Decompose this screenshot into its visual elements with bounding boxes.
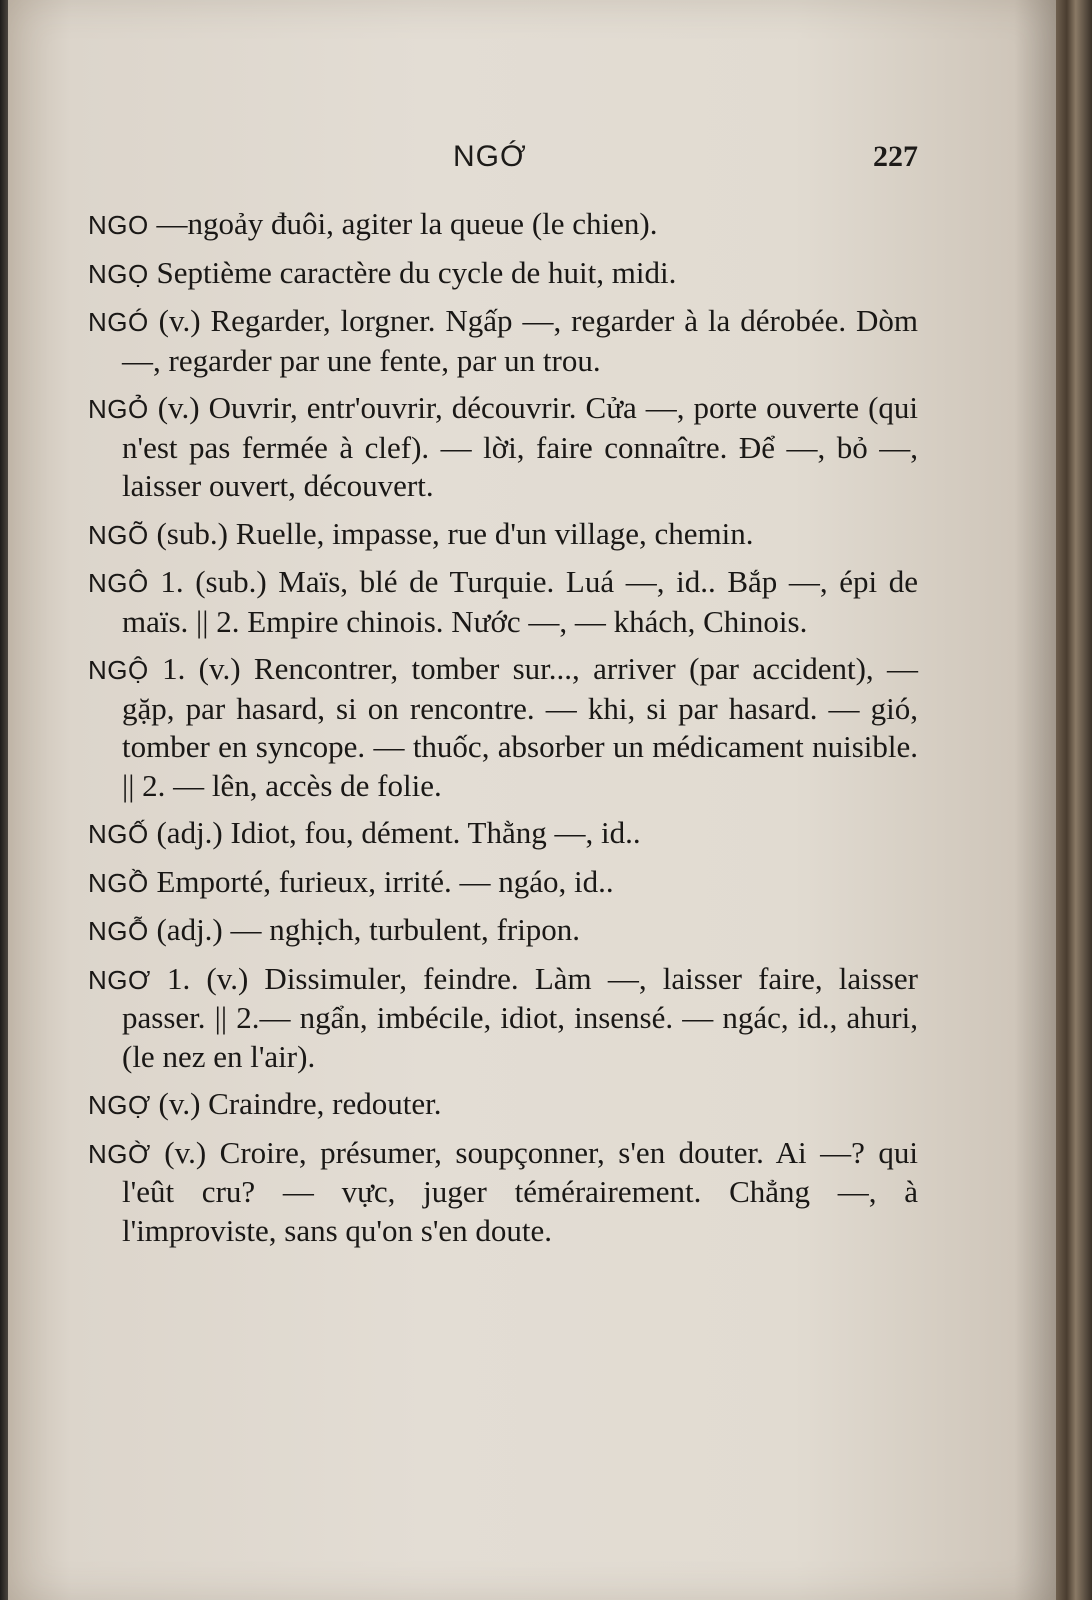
- headword: NGỐ: [88, 819, 149, 849]
- headword: NGỒ: [88, 867, 149, 898]
- dictionary-entry: [88, 650, 918, 805]
- dictionary-entries: [88, 205, 918, 1259]
- headword: NGÓ: [88, 307, 149, 337]
- entry-definition: 1. (v.) Rencontrer, tomber sur..., arriver (par accident), — gặp, par hasard, si on rencontre. — khi, si par hasard. — gió, tomber en syncope. — thuốc, absorber un médicament nuisible. || 2. — lên, accès de folie.: [122, 651, 918, 803]
- entry-definition: (v.) Croire, présumer, soupçonner, s'en douter. Ai —? qui l'eût cru? — vực, juger témérairement. Chẳng —, à l'improviste, sans qu'on s'en doute.: [122, 1134, 918, 1248]
- running-head: NGỚ: [453, 140, 527, 173]
- entry-definition: Emporté, furieux, irrité. — ngáo, id..: [156, 863, 614, 899]
- dictionary-entry: [88, 814, 918, 854]
- entry-definition: Septième caractère du cycle de huit, midi.: [156, 254, 677, 290]
- entry-definition: 1. (v.) Dissimuler, feindre. Làm —, laisser faire, laisser passer. || 2.— ngẩn, imbécile, idiot, insensé. — ngác, id., ahuri, (le nez en l'air).: [122, 960, 918, 1074]
- dictionary-entry: [88, 911, 918, 951]
- dictionary-entry: [88, 1085, 918, 1125]
- page-number: 227: [873, 140, 918, 173]
- headword: NGO: [88, 210, 149, 240]
- headword: NGỜ: [88, 1138, 151, 1169]
- headword: NGỖ: [88, 916, 149, 946]
- headword: NGÕ: [88, 519, 149, 550]
- headword: NGỢ: [88, 1090, 151, 1120]
- dictionary-entry: [88, 254, 918, 294]
- binding-shadow: [0, 0, 8, 1600]
- entry-definition: 1. (sub.) Maïs, blé de Turquie. Luá —, id.. Bắp —, épi de maïs. || 2. Empire chinois. Nước —, — khách, Chinois.: [122, 564, 919, 639]
- dictionary-page: [8, 0, 1056, 1600]
- headword: NGƠ: [88, 964, 151, 995]
- dictionary-entry: [88, 863, 918, 903]
- headword: NGÔ: [88, 568, 149, 598]
- dictionary-entry: [88, 515, 918, 555]
- dictionary-entry: [88, 563, 918, 641]
- page-header: [88, 140, 918, 190]
- page-stack-edge: [1056, 0, 1092, 1600]
- headword: NGỎ: [88, 394, 149, 424]
- dictionary-entry: [88, 960, 918, 1077]
- dictionary-entry: [88, 205, 918, 245]
- entry-definition: (v.) Ouvrir, entr'ouvrir, découvrir. Cửa —, porte ouverte (qui n'est pas fermée à clef). — lời, faire connaître. Để —, bỏ —, laisser ouvert, découvert.: [122, 390, 919, 503]
- entry-definition: —ngoảy đuôi, agiter la queue (le chien).: [156, 206, 658, 241]
- entry-definition: (adj.) Idiot, fou, dément. Thằng —, id..: [156, 815, 641, 850]
- dictionary-entry: [88, 302, 918, 380]
- entry-definition: (v.) Craindre, redouter.: [158, 1086, 442, 1121]
- entry-definition: (v.) Regarder, lorgner. Ngấp —, regarder à la dérobée. Dòm—, regarder par une fente, par un trou.: [122, 303, 919, 378]
- entry-definition: (sub.) Ruelle, impasse, rue d'un village, chemin.: [156, 515, 754, 551]
- headword: NGỌ: [88, 258, 149, 289]
- headword: NGỘ: [88, 655, 149, 685]
- entry-definition: (adj.) — nghịch, turbulent, fripon.: [156, 912, 581, 947]
- dictionary-entry: [88, 1134, 918, 1251]
- dictionary-entry: [88, 389, 918, 506]
